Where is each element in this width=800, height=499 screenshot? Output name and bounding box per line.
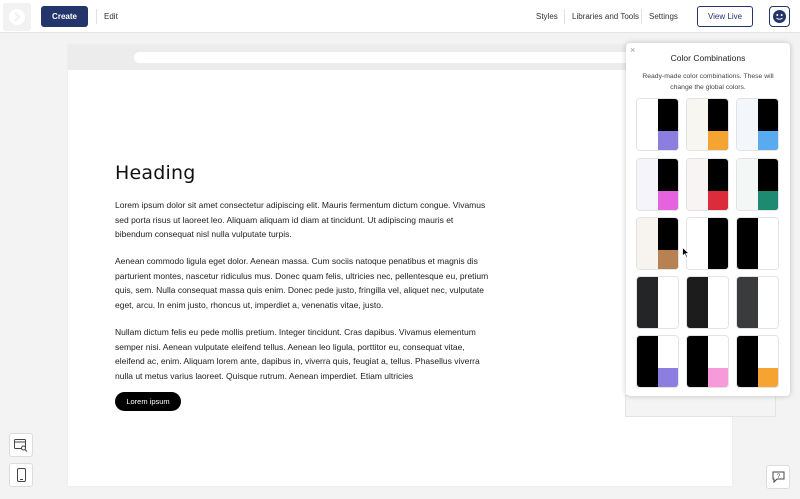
paragraph-line: bibendum consequat nisl nulla vulputate turpis. (115, 229, 292, 239)
swatch-accent-color (758, 309, 779, 328)
swatch-background-color (637, 218, 658, 269)
close-icon[interactable]: × (630, 45, 636, 55)
paragraph-line: nulla ut metus varius laoreet. Quisque rutrum. Aenean imperdiet. Etiam ultricies (115, 370, 414, 381)
color-combination-swatch[interactable] (686, 276, 729, 329)
page-url-bar (134, 52, 674, 63)
paragraph-line: eget, arcu. In enim justo, rhoncus ut, imperdiet a, venenatis vitae, justo. (115, 299, 384, 310)
color-combination-swatch[interactable] (736, 158, 779, 211)
edit-link[interactable]: Edit (104, 12, 118, 21)
swatch-background-color (637, 336, 658, 387)
swatch-background-color (687, 277, 708, 328)
color-combination-swatch[interactable] (736, 335, 779, 388)
color-combination-swatch[interactable] (636, 276, 679, 329)
panel-description: Ready-made color combinations. These will change the global colors. (642, 73, 774, 91)
color-combination-swatch[interactable] (636, 158, 679, 211)
paragraph-line: Aenean commodo ligula eget dolor. Aenean massa. Cum sociis natoque penatibus et magnis dis (115, 256, 478, 266)
swatch-background-color (737, 218, 758, 269)
mobile-preview-button[interactable] (9, 463, 33, 487)
paragraph-3[interactable] (115, 325, 515, 383)
color-combination-swatch[interactable] (736, 98, 779, 151)
paragraph-line: Lorem ipsum dolor sit amet consectetur adipiscing elit. Mauris fermentum dictum congue. Vivamus (115, 200, 486, 210)
paragraph-1[interactable] (115, 198, 515, 242)
swatch-accent-color (708, 309, 729, 328)
nav-styles[interactable]: Styles (536, 12, 558, 21)
swatch-accent-color (658, 250, 679, 269)
avatar-button[interactable] (769, 6, 790, 27)
swatch-background-color (687, 218, 708, 269)
page-heading[interactable]: Heading (115, 162, 196, 184)
search-page-icon (14, 439, 28, 452)
swatch-accent-color (758, 191, 779, 210)
swatch-background-color (737, 277, 758, 328)
swatch-accent-color (658, 191, 679, 210)
mobile-device-icon (17, 468, 26, 482)
create-button[interactable]: Create (41, 6, 88, 27)
color-combination-swatch[interactable] (636, 98, 679, 151)
swatch-accent-color (708, 191, 729, 210)
nav-settings[interactable]: Settings (649, 12, 678, 21)
nav-libraries-and-tools[interactable]: Libraries and Tools (572, 12, 640, 21)
swatch-accent-color (758, 368, 779, 387)
app-logo-icon[interactable] (3, 3, 31, 31)
swatch-accent-color (658, 309, 679, 328)
paragraph-2[interactable] (115, 254, 515, 312)
swatch-background-color (687, 336, 708, 387)
swatch-accent-color (658, 368, 679, 387)
panel-backdrop (625, 395, 776, 417)
paragraph-line: quis, sem. Nulla consequat massa quis enim. Donec pede justo, fringilla vel, aliquet nec, vulputate (115, 285, 485, 295)
swatch-accent-color (758, 131, 779, 150)
swatch-accent-color (708, 131, 729, 150)
color-combinations-panel (626, 43, 790, 396)
view-live-button[interactable]: View Live (697, 6, 753, 27)
color-combination-swatch[interactable] (686, 217, 729, 270)
help-chat-icon (772, 471, 785, 483)
lorem-ipsum-button[interactable]: Lorem ipsum (115, 392, 181, 411)
color-combination-swatch[interactable] (686, 158, 729, 211)
swatch-background-color (637, 277, 658, 328)
color-combination-swatch[interactable] (636, 335, 679, 388)
nav-divider (564, 9, 565, 24)
mouse-cursor-icon (682, 247, 690, 258)
paragraph-line: semper nisi. Aenean vulputate eleifend tellus. Aenean leo ligula, porttitor eu, consequat vitae, (115, 341, 465, 352)
color-combination-swatch[interactable] (686, 335, 729, 388)
swatch-background-color (687, 159, 708, 210)
swatch-background-color (637, 159, 658, 210)
nav-divider (641, 9, 642, 24)
swatch-background-color (737, 336, 758, 387)
color-combination-swatch[interactable] (636, 217, 679, 270)
swatch-accent-color (758, 250, 779, 269)
swatch-accent-color (708, 368, 729, 387)
help-button[interactable] (766, 465, 790, 489)
swatch-accent-color (658, 131, 679, 150)
paragraph-line: Nullam dictum felis eu pede mollis pretium. Integer tincidunt. Cras dapibus. Vivamus elementum (115, 327, 476, 337)
paragraph-line: sed porta risus ut laoreet leo. Aliquam aliquam id diam at tincidunt. Ut adipiscing mauris et (115, 214, 454, 225)
paragraph-line: parturient montes, nascetur ridiculus mus. Donec quam felis, ultricies nec, pellentesque eu, pretium (115, 270, 489, 281)
top-toolbar (0, 0, 800, 33)
swatch-accent-color (708, 250, 729, 269)
toolbar-divider (96, 9, 97, 24)
search-page-button[interactable] (9, 433, 33, 457)
color-combination-swatch[interactable] (736, 276, 779, 329)
svg-text:?: ? (776, 474, 780, 480)
paragraph-line: eleifend ac, enim. Aliquam lorem ante, dapibus in, viverra quis, feugiat a, tellus. Phasellus viverra (115, 356, 480, 366)
swatch-background-color (737, 99, 758, 150)
panel-title: Color Combinations (670, 53, 746, 63)
smiley-avatar-icon (772, 9, 787, 24)
swatch-background-color (637, 99, 658, 150)
swatch-background-color (737, 159, 758, 210)
color-combination-swatch[interactable] (736, 217, 779, 270)
swatch-background-color (687, 99, 708, 150)
color-combination-swatch[interactable] (686, 98, 729, 151)
